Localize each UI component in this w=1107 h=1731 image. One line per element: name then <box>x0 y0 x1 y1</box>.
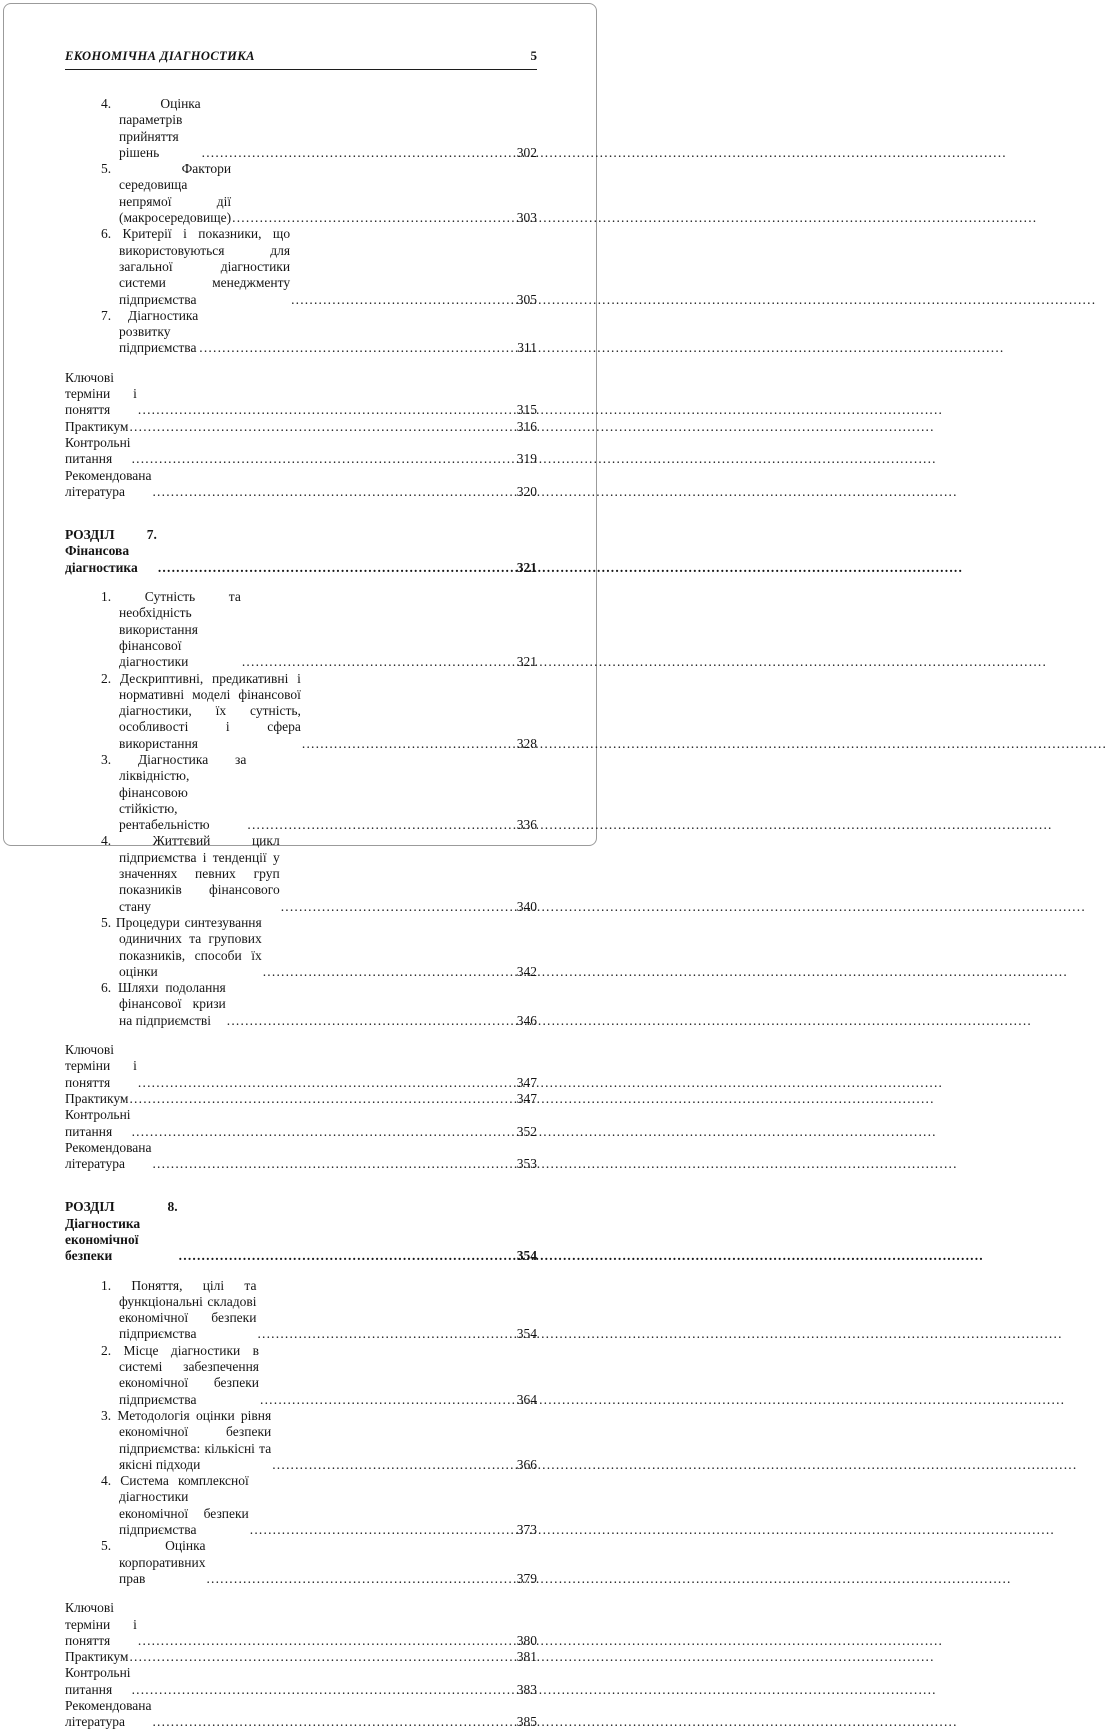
toc-entry-row <box>65 1473 537 1538</box>
toc-dot-leader <box>301 736 517 752</box>
toc-dot-leader <box>178 1248 517 1264</box>
toc-entry-text: 1. Поняття, цілі та функціональні складові економічної безпеки підприємства <box>101 1277 257 1342</box>
toc-entry-page: 303 <box>516 210 537 226</box>
toc-entry-page: 373 <box>516 1522 537 1538</box>
toc-dot-leader <box>256 1326 516 1342</box>
toc-entry-page: 321 <box>516 654 537 670</box>
toc-dot-leader <box>271 1457 517 1473</box>
toc-entry-page: 354 <box>516 1248 537 1264</box>
toc-entry-text: 3. Діагностика за ліквідністю, фінансовою стійкістю, рентабельністю <box>101 751 247 833</box>
toc-dot-leader <box>262 964 517 980</box>
toc-dot-leader <box>128 419 516 435</box>
toc-entry-page: 311 <box>517 340 537 356</box>
toc-entry-page: 380 <box>516 1632 537 1648</box>
toc-entry-row <box>65 915 537 980</box>
toc-entry-text: 2. Дескриптивні, предикативні і нормативні моделі фінансової діагностики, їх сутність, особливості і сфера використання <box>101 670 301 751</box>
toc-entry-row <box>65 1649 537 1665</box>
toc-entry-text: 4. Життєвий цикл підприємства і тенденції у значеннях певних груп показників фінансового стану <box>101 833 280 914</box>
toc-chapter-row <box>65 1199 537 1264</box>
toc-entry-row <box>65 752 537 833</box>
toc-entry-text: 5. Оцінка корпоративних прав <box>101 1538 206 1586</box>
toc-entry-page: 346 <box>516 1012 537 1028</box>
toc-dot-leader <box>151 484 516 500</box>
toc-dot-leader <box>259 1392 517 1408</box>
toc-entry-text: Ключові терміни і поняття <box>65 1600 137 1648</box>
toc-entry-row <box>65 671 537 752</box>
toc-entry-row <box>65 370 537 419</box>
toc-entry-page: 340 <box>516 898 537 914</box>
toc-entry-row <box>65 1343 537 1408</box>
toc-entry-text: РОЗДІЛ 8. Діагностика економічної безпеки <box>65 1199 178 1264</box>
toc-dot-leader <box>151 1156 516 1172</box>
toc-entry-page: 379 <box>516 1570 537 1586</box>
toc-entry-row <box>65 1408 537 1473</box>
toc-entry-row <box>65 308 537 357</box>
toc-entry-page: 385 <box>516 1714 537 1730</box>
toc-entry-page: 320 <box>516 483 537 499</box>
toc-dot-leader <box>249 1522 517 1538</box>
toc-entry-text: Рекомендована література <box>65 1698 152 1730</box>
book-page <box>3 3 597 1730</box>
toc-entry-row <box>65 1665 537 1698</box>
running-header <box>65 48 537 70</box>
toc-dot-leader <box>157 560 517 576</box>
toc-entry-page: 354 <box>516 1326 537 1342</box>
toc-dot-leader <box>128 1091 516 1107</box>
toc-entry-text: 6. Критерії і показники, що використовуються для загальної діагностики системи менеджменту підприємства <box>101 226 291 307</box>
toc-dot-leader <box>198 340 517 356</box>
toc-entry-text: 3. Методологія оцінки рівня економічної безпеки підприємства: кількісні та якісні підходи <box>101 1407 272 1472</box>
toc-entry-page: 347 <box>516 1090 537 1106</box>
toc-entry-text: Практикум <box>65 418 129 434</box>
toc-entry-row <box>65 161 537 226</box>
toc-list <box>65 96 537 1731</box>
toc-dot-leader <box>131 1682 517 1698</box>
toc-entry-row <box>65 980 537 1029</box>
toc-dot-leader <box>241 654 517 670</box>
toc-dot-leader <box>137 1633 517 1649</box>
toc-entry-page: 347 <box>516 1074 537 1090</box>
toc-entry-text: 5. Фактори середовища непрямої дії (макросередовище) <box>101 161 232 226</box>
toc-entry-text: Ключові терміни і поняття <box>65 369 137 418</box>
toc-entry-row <box>65 1140 537 1173</box>
toc-entry-page: 364 <box>516 1391 537 1407</box>
toc-entry-text: 1. Сутність та необхідність використання фінансової діагностики <box>101 589 241 670</box>
toc-entry-row <box>65 468 537 501</box>
toc-entry-page: 342 <box>516 963 537 979</box>
toc-entry-text: 6. Шляхи подолання фінансової кризи на підприємстві <box>101 980 226 1028</box>
toc-entry-text: Контрольні питання <box>65 434 131 467</box>
toc-entry-page: 353 <box>516 1156 537 1172</box>
toc-entry-text: 2. Місце діагностики в системі забезпечення економічної безпеки підприємства <box>101 1342 260 1407</box>
toc-entry-text: 7. Діагностика розвитку підприємства <box>101 307 199 356</box>
toc-dot-leader <box>205 1571 516 1587</box>
toc-dot-leader <box>290 292 517 308</box>
toc-entry-text: Контрольні питання <box>65 1107 131 1139</box>
toc-entry-page: 302 <box>516 144 537 160</box>
toc-dot-leader <box>131 1124 517 1140</box>
toc-entry-page: 315 <box>516 402 537 418</box>
toc-chapter-row <box>65 527 537 576</box>
toc-entry-text: Контрольні питання <box>65 1665 131 1697</box>
toc-entry-row <box>65 1538 537 1587</box>
toc-entry-text: РОЗДІЛ 7. Фінансова діагностика <box>65 527 157 575</box>
toc-entry-row <box>65 1278 537 1343</box>
toc-dot-leader <box>131 451 517 467</box>
toc-entry-page: 381 <box>516 1649 537 1665</box>
toc-entry-page: 352 <box>516 1123 537 1139</box>
running-header-page-number: 5 <box>530 48 537 63</box>
toc-dot-leader <box>280 899 517 915</box>
toc-entry-page: 319 <box>516 451 537 467</box>
toc-entry-text: 4. Оцінка параметрів прийняття рішень <box>101 96 201 160</box>
toc-entry-page: 321 <box>516 559 537 575</box>
toc-entry-page: 305 <box>516 291 537 307</box>
toc-dot-leader <box>128 1649 516 1665</box>
toc-entry-row <box>65 1091 537 1107</box>
toc-dot-leader <box>151 1714 516 1730</box>
toc-entry-text: Рекомендована література <box>65 467 152 499</box>
toc-dot-leader <box>137 402 517 418</box>
toc-entry-row <box>65 833 537 914</box>
toc-entry-row <box>65 1107 537 1140</box>
toc-entry-row <box>65 226 537 307</box>
toc-dot-leader <box>201 145 517 161</box>
toc-dot-leader <box>226 1013 517 1029</box>
toc-entry-page: 336 <box>516 817 537 833</box>
toc-entry-row <box>65 419 537 435</box>
toc-entry-text: Практикум <box>65 1090 129 1106</box>
toc-dot-leader <box>231 210 517 226</box>
toc-entry-text: Рекомендована література <box>65 1139 152 1172</box>
toc-entry-row <box>65 1042 537 1091</box>
toc-dot-leader <box>137 1075 517 1091</box>
toc-dot-leader <box>246 817 516 833</box>
toc-entry-row <box>65 1600 537 1649</box>
toc-entry-row <box>65 435 537 468</box>
toc-entry-page: 316 <box>516 418 537 434</box>
toc-entry-row <box>65 96 537 161</box>
toc-entry-page: 383 <box>516 1681 537 1697</box>
toc-entry-text: 4. Система комплексної діагностики економічної безпеки підприємства <box>101 1473 249 1538</box>
toc-entry-text: Практикум <box>65 1649 129 1665</box>
toc-entry-text: Ключові терміни і поняття <box>65 1042 137 1090</box>
toc-entry-page: 328 <box>516 735 537 751</box>
toc-entry-text: 5. Процедури синтезування одиничних та групових показників, способи їх оцінки <box>101 914 262 979</box>
toc-entry-page: 366 <box>516 1456 537 1472</box>
running-header-title: ЕКОНОМІЧНА ДІАГНОСТИКА <box>65 49 255 63</box>
toc-entry-row <box>65 589 537 670</box>
toc-entry-row <box>65 1698 537 1731</box>
